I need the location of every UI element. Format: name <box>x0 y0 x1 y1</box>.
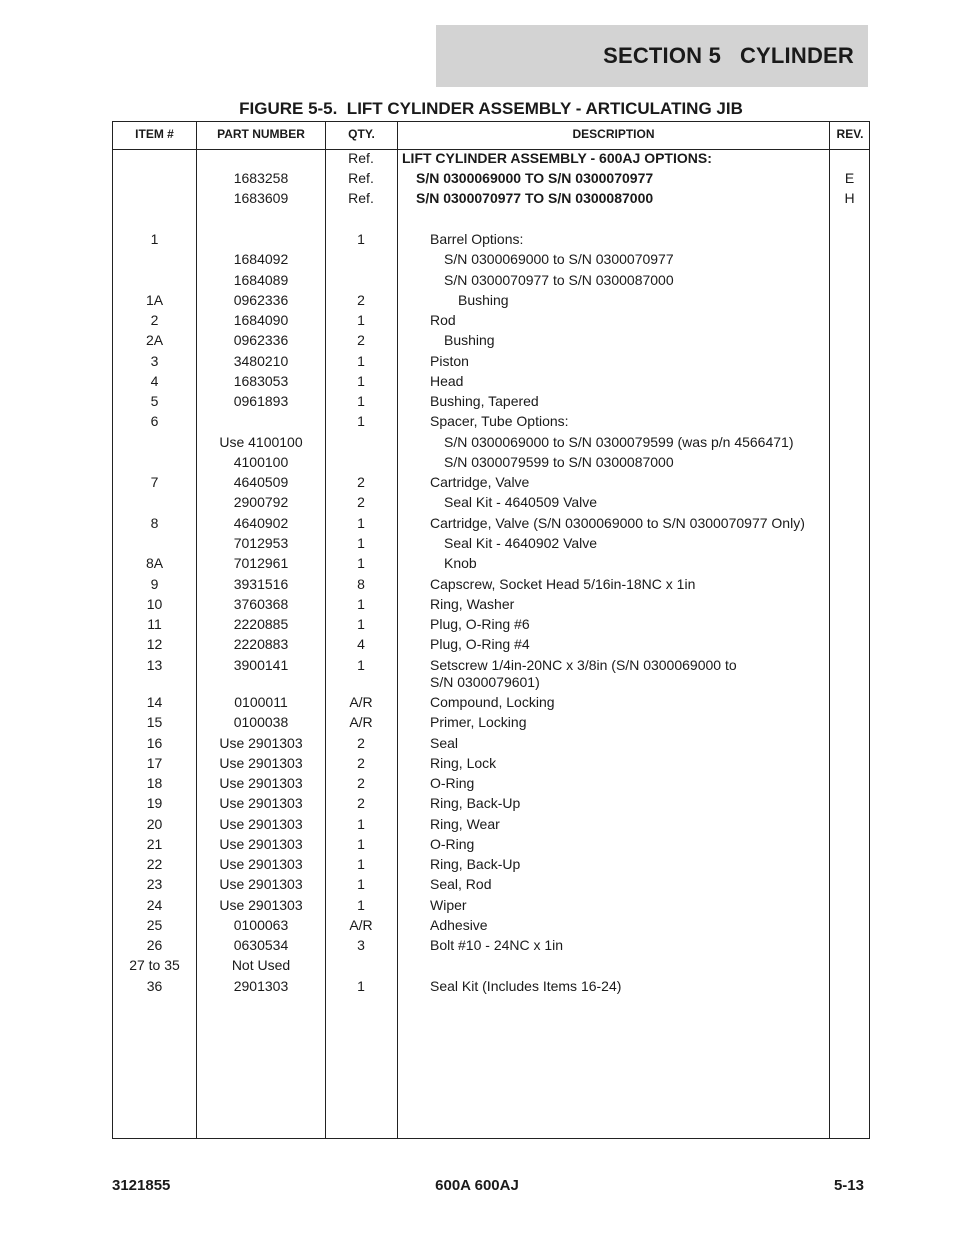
table-row <box>113 774 869 792</box>
quantity-cell: 1 <box>357 312 365 328</box>
section-header <box>436 25 868 87</box>
description-cell: Bushing, Tapered <box>430 393 539 409</box>
table-row <box>113 554 869 572</box>
part-number-cell: 7012961 <box>233 555 289 571</box>
item-number-cell: 12 <box>146 636 163 652</box>
quantity-cell: 2 <box>357 292 365 308</box>
part-number-cell: 2901303 <box>233 978 289 994</box>
item-number-cell: 8 <box>150 515 159 531</box>
description-cell: Adhesive <box>430 917 488 933</box>
item-number-cell: 13 <box>146 657 163 673</box>
table-row <box>113 595 869 613</box>
table-row <box>113 673 869 691</box>
quantity-cell: 1 <box>357 978 365 994</box>
description-cell: Capscrew, Socket Head 5/16in-18NC x 1in <box>430 576 696 592</box>
part-number-cell: 3760368 <box>233 596 289 612</box>
quantity-cell: 1 <box>357 353 365 369</box>
table-row <box>113 352 869 370</box>
quantity-cell: 1 <box>357 535 365 551</box>
part-number-cell: 4100100 <box>233 454 289 470</box>
part-number-cell: 3931516 <box>233 576 289 592</box>
table-row <box>113 534 869 552</box>
item-number-cell: 10 <box>146 596 163 612</box>
table-row <box>113 230 869 248</box>
description-cell: Head <box>430 373 464 389</box>
quantity-cell: A/R <box>349 694 373 710</box>
header-rev: REV. <box>836 127 864 141</box>
part-number-cell: 1683609 <box>233 190 289 206</box>
table-row <box>113 514 869 532</box>
quantity-cell: 1 <box>357 393 365 409</box>
description-cell: Setscrew 1/4in-20NC x 3/8in (S/N 0300069000 to <box>430 657 737 673</box>
quantity-cell: A/R <box>349 714 373 730</box>
part-number-cell: 3900141 <box>233 657 289 673</box>
quantity-cell: 2 <box>357 755 365 771</box>
part-number-cell: Use 2901303 <box>219 816 303 832</box>
description-cell: S/N 0300069000 to S/N 0300070977 <box>444 251 674 267</box>
table-row <box>113 956 869 974</box>
item-number-cell: 18 <box>146 775 163 791</box>
part-number-cell: Use 2901303 <box>219 897 303 913</box>
quantity-cell: 1 <box>357 231 365 247</box>
item-number-cell: 24 <box>146 897 163 913</box>
header-item: ITEM # <box>135 127 174 141</box>
description-cell: Cartridge, Valve (S/N 0300069000 to S/N 0300070977 Only) <box>430 515 805 531</box>
description-cell: S/N 0300069000 TO S/N 0300070977 <box>416 170 654 186</box>
quantity-cell: Ref. <box>348 170 374 186</box>
description-cell: Knob <box>444 555 477 571</box>
description-cell: Ring, Wear <box>430 816 500 832</box>
description-cell: S/N 0300070977 to S/N 0300087000 <box>444 272 674 288</box>
table-row <box>113 794 869 812</box>
description-cell: Ring, Washer <box>430 596 515 612</box>
table-row <box>113 615 869 633</box>
quantity-cell: 8 <box>357 576 365 592</box>
table-row <box>113 453 869 471</box>
part-number-cell: 1684089 <box>233 272 289 288</box>
table-row <box>113 855 869 873</box>
quantity-cell: Ref. <box>348 150 374 166</box>
table-row <box>113 149 869 167</box>
item-number-cell: 2A <box>145 332 164 348</box>
item-number-cell: 25 <box>146 917 163 933</box>
part-number-cell: 0100063 <box>233 917 289 933</box>
part-number-cell: 4640509 <box>233 474 289 490</box>
quantity-cell: 1 <box>357 836 365 852</box>
footer-doc-number: 3121855 <box>112 1177 171 1194</box>
footer-models: 600A 600AJ <box>435 1177 519 1194</box>
item-number-cell: 14 <box>146 694 163 710</box>
description-cell: S/N 0300079601) <box>430 674 540 690</box>
part-number-cell: 3480210 <box>233 353 289 369</box>
part-number-cell: 4640902 <box>233 515 289 531</box>
part-number-cell: Use 2901303 <box>219 836 303 852</box>
item-number-cell: 6 <box>150 413 159 429</box>
item-number-cell: 19 <box>146 795 163 811</box>
description-cell: Seal Kit (Includes Items 16-24) <box>430 978 622 994</box>
item-number-cell: 20 <box>146 816 163 832</box>
part-number-cell: 1684092 <box>233 251 289 267</box>
description-cell: S/N 0300069000 to S/N 0300079599 (was p/n 4566471) <box>444 434 794 450</box>
part-number-cell: Use 2901303 <box>219 856 303 872</box>
quantity-cell: 2 <box>357 494 365 510</box>
quantity-cell: 1 <box>357 555 365 571</box>
table-row <box>113 493 869 511</box>
description-cell: Seal Kit - 4640902 Valve <box>444 535 598 551</box>
quantity-cell: 1 <box>357 616 365 632</box>
item-number-cell: 27 to 35 <box>129 957 180 973</box>
header-part-number: PART NUMBER <box>217 127 305 141</box>
part-number-cell: Use 2901303 <box>219 876 303 892</box>
description-cell: Spacer, Tube Options: <box>430 413 569 429</box>
part-number-cell: Use 2901303 <box>219 755 303 771</box>
description-cell: Bushing <box>444 332 495 348</box>
table-row <box>113 412 869 430</box>
item-number-cell: 5 <box>150 393 159 409</box>
quantity-cell: 2 <box>357 795 365 811</box>
parts-table <box>112 121 870 1139</box>
table-row <box>113 433 869 451</box>
quantity-cell: 2 <box>357 775 365 791</box>
description-cell: Primer, Locking <box>430 714 527 730</box>
table-row <box>113 392 869 410</box>
table-row <box>113 734 869 752</box>
quantity-cell: 1 <box>357 897 365 913</box>
part-number-cell: 2900792 <box>233 494 289 510</box>
item-number-cell: 2 <box>150 312 159 328</box>
quantity-cell: 1 <box>357 856 365 872</box>
part-number-cell: 0962336 <box>233 292 289 308</box>
table-row <box>113 656 869 674</box>
description-cell: Piston <box>430 353 469 369</box>
table-row <box>113 250 869 268</box>
part-number-cell: 7012953 <box>233 535 289 551</box>
table-row <box>113 835 869 853</box>
figure-title: FIGURE 5-5. LIFT CYLINDER ASSEMBLY - ARTICULATING JIB <box>239 99 743 118</box>
quantity-cell: 3 <box>357 937 365 953</box>
item-number-cell: 11 <box>147 616 162 632</box>
part-number-cell: 0630534 <box>233 937 289 953</box>
item-number-cell: 16 <box>146 735 163 751</box>
description-cell: Seal <box>430 735 459 751</box>
description-cell: S/N 0300070977 TO S/N 0300087000 <box>416 190 654 206</box>
table-row <box>113 815 869 833</box>
quantity-cell: 1 <box>357 596 365 612</box>
description-cell: Barrel Options: <box>430 231 524 247</box>
table-row <box>113 936 869 954</box>
item-number-cell: 1 <box>150 231 159 247</box>
part-number-cell: Use 4100100 <box>219 434 303 450</box>
part-number-cell: Not Used <box>231 957 291 973</box>
description-cell: Cartridge, Valve <box>430 474 530 490</box>
description-cell: S/N 0300079599 to S/N 0300087000 <box>444 454 674 470</box>
revision-cell: H <box>844 190 855 206</box>
item-number-cell: 7 <box>150 474 159 490</box>
description-cell: Ring, Lock <box>430 755 497 771</box>
part-number-cell: 1683258 <box>233 170 289 186</box>
item-number-cell: 1A <box>145 292 164 308</box>
section-title: SECTION 5 CYLINDER <box>603 43 854 68</box>
quantity-cell: 1 <box>357 876 365 892</box>
description-cell: LIFT CYLINDER ASSEMBLY - 600AJ OPTIONS: <box>402 150 712 166</box>
quantity-cell: 2 <box>357 474 365 490</box>
description-cell: O-Ring <box>430 836 475 852</box>
table-row <box>113 372 869 390</box>
table-row <box>113 693 869 711</box>
description-cell: Bushing <box>458 292 509 308</box>
table-row <box>113 977 869 995</box>
table-row <box>113 875 869 893</box>
table-row <box>113 331 869 349</box>
table-row <box>113 713 869 731</box>
description-cell: Ring, Back-Up <box>430 856 521 872</box>
item-number-cell: 8A <box>145 555 164 571</box>
table-row <box>113 754 869 772</box>
quantity-cell: Ref. <box>348 190 374 206</box>
header-qty: QTY. <box>348 127 375 141</box>
header-description: DESCRIPTION <box>572 127 655 141</box>
table-row <box>113 635 869 653</box>
item-number-cell: 36 <box>146 978 163 994</box>
table-row <box>113 311 869 329</box>
description-cell: Seal Kit - 4640509 Valve <box>444 494 598 510</box>
footer-page-number: 5-13 <box>833 1177 864 1194</box>
table-row <box>113 291 869 309</box>
quantity-cell: 4 <box>357 636 365 652</box>
quantity-cell: 2 <box>357 735 365 751</box>
table-row <box>113 271 869 289</box>
description-cell: Rod <box>430 312 456 328</box>
description-cell: Seal, Rod <box>430 876 492 892</box>
table-row <box>113 189 869 207</box>
part-number-cell: 0962336 <box>233 332 289 348</box>
item-number-cell: 3 <box>150 353 159 369</box>
item-number-cell: 22 <box>146 856 163 872</box>
quantity-cell: 1 <box>357 373 365 389</box>
part-number-cell: Use 2901303 <box>219 775 303 791</box>
description-cell: Plug, O-Ring #4 <box>430 636 530 652</box>
description-cell: Plug, O-Ring #6 <box>430 616 530 632</box>
item-number-cell: 9 <box>150 576 159 592</box>
quantity-cell: A/R <box>349 917 373 933</box>
part-number-cell: 2220885 <box>233 616 289 632</box>
table-row <box>113 896 869 914</box>
part-number-cell: 0100038 <box>233 714 289 730</box>
item-number-cell: 21 <box>146 836 163 852</box>
table-row <box>113 473 869 491</box>
part-number-cell: 1683053 <box>233 373 289 389</box>
item-number-cell: 15 <box>146 714 163 730</box>
quantity-cell: 1 <box>357 816 365 832</box>
table-row <box>113 575 869 593</box>
quantity-cell: 1 <box>357 413 365 429</box>
part-number-cell: Use 2901303 <box>219 735 303 751</box>
quantity-cell: 2 <box>357 332 365 348</box>
part-number-cell: 0961893 <box>233 393 289 409</box>
table-row <box>113 916 869 934</box>
part-number-cell: 2220883 <box>233 636 289 652</box>
part-number-cell: 1684090 <box>233 312 289 328</box>
part-number-cell: Use 2901303 <box>219 795 303 811</box>
description-cell: Wiper <box>430 897 467 913</box>
item-number-cell: 4 <box>150 373 159 389</box>
quantity-cell: 1 <box>357 657 365 673</box>
item-number-cell: 23 <box>146 876 163 892</box>
quantity-cell: 1 <box>357 515 365 531</box>
item-number-cell: 17 <box>146 755 163 771</box>
description-cell: Bolt #10 - 24NC x 1in <box>430 937 564 953</box>
description-cell: Ring, Back-Up <box>430 795 521 811</box>
revision-cell: E <box>844 170 855 186</box>
part-number-cell: 0100011 <box>234 694 288 710</box>
description-cell: Compound, Locking <box>430 694 555 710</box>
description-cell: O-Ring <box>430 775 475 791</box>
item-number-cell: 26 <box>146 937 163 953</box>
table-row <box>113 169 869 187</box>
